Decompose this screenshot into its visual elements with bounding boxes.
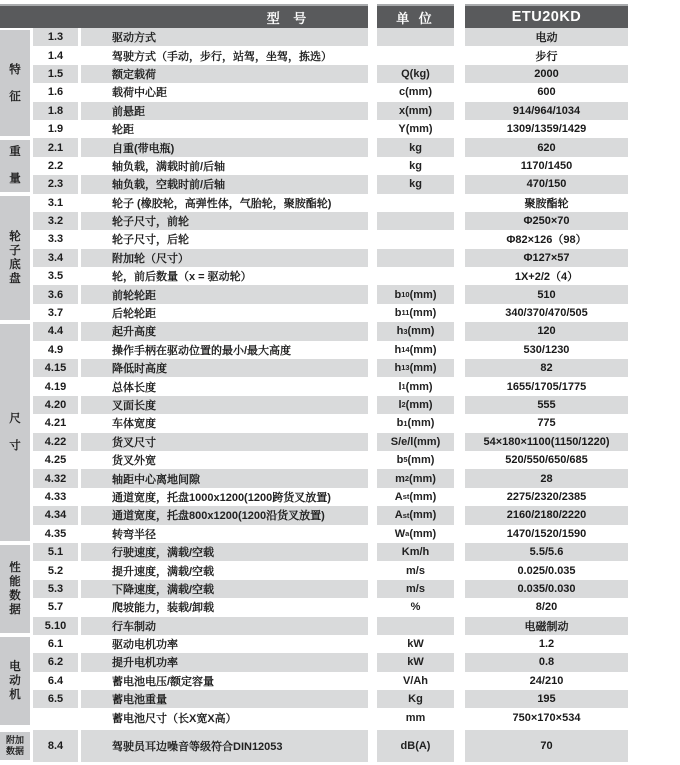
unit-cell: x(mm): [377, 102, 454, 120]
table-header: [0, 4, 680, 28]
value-cell: Φ82×126（98）: [506, 234, 587, 247]
unit-cell: [377, 267, 454, 285]
description-cell: 转弯半径: [112, 528, 156, 541]
unit-cell: h 3 (mm): [377, 322, 454, 340]
unit-cell: Kg: [377, 690, 454, 708]
unit-cell: Km/h: [377, 543, 454, 561]
value-cell: 1470/1520/1590: [506, 527, 587, 540]
description-cell: 轮，前后数量（x = 驱动轮）: [112, 271, 252, 284]
value-cell: 0.025/0.035: [517, 564, 576, 577]
row-number-cell: 4.32: [33, 469, 78, 487]
unit-cell: kW: [407, 638, 424, 651]
row-number-cell: 5.3: [33, 580, 78, 598]
description-cell: 蓄电池电压/额定容量: [112, 675, 215, 688]
value-cell: 2000: [465, 65, 628, 83]
row-number-cell: [33, 708, 78, 726]
description-cell: 货叉尺寸: [81, 433, 368, 451]
unit-cell: l 1 (mm): [398, 380, 433, 393]
spec-row: [0, 267, 680, 285]
row-number-cell: 5.7: [47, 601, 64, 614]
spec-row: [0, 730, 680, 762]
value-cell: 1309/1359/1429: [506, 123, 587, 136]
spec-row: [0, 304, 680, 322]
row-number-cell: 4.9: [47, 343, 64, 356]
spec-row: [0, 598, 680, 616]
description-cell: 提升电机功率: [81, 653, 368, 671]
description-cell: 轮子尺寸，前轮: [81, 212, 368, 230]
value-cell: 5.5/5.6: [465, 543, 628, 561]
row-number-cell: 1.3: [33, 28, 78, 46]
value-cell: 1X+2/2（4）: [514, 271, 579, 284]
spec-row: [0, 433, 680, 451]
value-cell: 70: [465, 730, 628, 762]
value-cell: Φ127×57: [465, 249, 628, 267]
description-cell: 轮距: [112, 124, 134, 137]
spec-row: [0, 102, 680, 120]
description-cell: 后轮轮距: [112, 308, 156, 321]
spec-row: [0, 120, 680, 138]
description-cell: 轮子尺寸，后轮: [112, 234, 189, 247]
row-number-cell: 4.35: [44, 527, 67, 540]
description-cell: 货叉外宽: [112, 455, 156, 468]
value-cell: 54×180×1100(1150/1220): [465, 433, 628, 451]
unit-cell: A st (mm): [377, 506, 454, 524]
value-cell: 1170/1450: [520, 159, 573, 172]
value-cell: 120: [465, 322, 628, 340]
description-cell: 行车制动: [81, 617, 368, 635]
description-cell: 起升高度: [81, 322, 368, 340]
row-number-cell: 5.2: [47, 564, 64, 577]
description-cell: 通道宽度，托盘800x1200(1200沿货叉放置): [81, 506, 368, 524]
unit-cell: [377, 28, 454, 46]
unit-cell: kg: [409, 159, 422, 172]
row-number-cell: 3.4: [33, 249, 78, 267]
value-cell: 340/370/470/505: [505, 307, 588, 320]
row-number-cell: 1.6: [47, 86, 64, 99]
value-cell: 620: [465, 138, 628, 156]
row-number-cell: 4.34: [33, 506, 78, 524]
spec-row: [0, 635, 680, 653]
spec-row: [0, 653, 680, 671]
unit-cell: l 2 (mm): [377, 396, 454, 414]
spec-row: [0, 249, 680, 267]
category-label: 附加 数据: [0, 732, 30, 760]
value-cell: 520/550/650/685: [505, 454, 588, 467]
value-cell: 775: [537, 417, 556, 430]
header-model-cell: 型 号: [0, 4, 368, 28]
value-cell: 750×170×534: [512, 711, 581, 724]
spec-row: [0, 83, 680, 101]
row-number-cell: 4.22: [33, 433, 78, 451]
unit-cell: m/s: [377, 580, 454, 598]
unit-cell: S/e/l(mm): [377, 433, 454, 451]
description-cell: 前悬距: [81, 102, 368, 120]
row-number-cell: 4.25: [44, 454, 67, 467]
unit-cell: V/Ah: [402, 674, 429, 687]
row-number-cell: 1.8: [33, 102, 78, 120]
category-label: 电 动 机: [0, 637, 30, 725]
description-cell: 驱动方式: [81, 28, 368, 46]
spec-row: [0, 194, 680, 212]
row-number-cell: 5.1: [33, 543, 78, 561]
unit-cell: kW: [377, 653, 454, 671]
row-number-cell: 3.1: [47, 196, 64, 209]
spec-row: [0, 525, 680, 543]
unit-cell: m/s: [406, 564, 425, 577]
value-cell: 步行: [535, 50, 558, 63]
spec-row: [0, 230, 680, 248]
row-number-cell: 1.9: [47, 123, 64, 136]
spec-row: [0, 212, 680, 230]
description-cell: 驱动电机功率: [112, 639, 178, 652]
spec-row: [0, 28, 680, 46]
value-cell: 0.8: [465, 653, 628, 671]
unit-cell: kg: [377, 175, 454, 193]
unit-cell: Y(mm): [398, 123, 433, 136]
row-number-cell: 2.2: [47, 159, 64, 172]
category-label: 性 能 数 据: [0, 545, 30, 633]
spec-row: [0, 506, 680, 524]
spec-row: [0, 708, 680, 726]
table-body: [0, 28, 680, 762]
unit-cell: [377, 230, 454, 248]
value-cell: 530/1230: [523, 343, 570, 356]
unit-cell: c(mm): [398, 86, 432, 99]
row-number-cell: 5.10: [33, 617, 78, 635]
unit-cell: A st (mm): [394, 490, 437, 503]
value-cell: 2160/2180/2220: [465, 506, 628, 524]
unit-cell: h 14 (mm): [394, 343, 437, 356]
unit-cell: [377, 249, 454, 267]
unit-cell: b 5 (mm): [396, 454, 435, 467]
value-cell: Φ250×70: [465, 212, 628, 230]
unit-cell: [377, 617, 454, 635]
spec-row: [0, 488, 680, 506]
spec-row: [0, 46, 680, 64]
header-unit-cell: 单 位: [377, 4, 454, 28]
spec-row: [0, 617, 680, 635]
description-cell: 载荷中心距: [112, 87, 167, 100]
description-cell: 自重(带电瓶): [81, 138, 368, 156]
value-cell: 510: [465, 285, 628, 303]
description-cell: 行驶速度，满载/空载: [81, 543, 368, 561]
value-cell: 电动: [465, 28, 628, 46]
spec-row: [0, 157, 680, 175]
unit-cell: %: [410, 601, 421, 614]
description-cell: 爬坡能力，装载/卸载: [112, 602, 215, 615]
value-cell: 1655/1705/1775: [506, 380, 587, 393]
description-cell: 叉面长度: [81, 396, 368, 414]
unit-cell: Q(kg): [377, 65, 454, 83]
spec-row: [0, 561, 680, 579]
row-number-cell: 1.4: [47, 49, 64, 62]
description-cell: 操作手柄在驱动位置的最小/最大高度: [112, 344, 292, 357]
row-number-cell: 2.3: [33, 175, 78, 193]
description-cell: 附加轮（尺寸）: [81, 249, 368, 267]
row-number-cell: 6.5: [33, 690, 78, 708]
unit-cell: kg: [377, 138, 454, 156]
category-label: 特 征: [0, 30, 30, 136]
description-cell: 总体长度: [112, 381, 156, 394]
unit-cell: b 10 (mm): [377, 285, 454, 303]
spec-row: [0, 414, 680, 432]
unit-cell: h 13 (mm): [377, 359, 454, 377]
row-number-cell: 3.2: [33, 212, 78, 230]
value-cell: 914/964/1034: [465, 102, 628, 120]
spec-row: [0, 469, 680, 487]
value-cell: 24/210: [529, 674, 564, 687]
unit-cell: [377, 194, 454, 212]
value-cell: 电磁制动: [465, 617, 628, 635]
unit-cell: mm: [405, 711, 426, 724]
value-cell: 600: [537, 86, 556, 99]
spec-row: [0, 690, 680, 708]
row-number-cell: 4.19: [44, 380, 67, 393]
value-cell: 2275/2320/2385: [506, 490, 587, 503]
value-cell: 82: [465, 359, 628, 377]
spec-row: [0, 396, 680, 414]
description-cell: 下降速度，满载/空载: [81, 580, 368, 598]
description-cell: 驾驶员耳边噪音等级符合DIN12053: [81, 730, 368, 762]
spec-row: [0, 377, 680, 395]
description-cell: 轴距中心离地间隙: [81, 469, 368, 487]
spec-row: [0, 285, 680, 303]
spec-row: [0, 359, 680, 377]
spec-row: [0, 341, 680, 359]
unit-cell: m 2 (mm): [377, 469, 454, 487]
value-cell: 470/150: [465, 175, 628, 193]
description-cell: 通道宽度，托盘1000x1200(1200跨货叉放置): [112, 491, 331, 504]
description-cell: 降低时高度: [81, 359, 368, 377]
spec-row: [0, 175, 680, 193]
value-cell: 1.2: [538, 638, 555, 651]
description-cell: 轴负载，空载时前/后轴: [81, 175, 368, 193]
row-number-cell: 4.4: [33, 322, 78, 340]
description-cell: 轴负载，满载时前/后轴: [112, 160, 226, 173]
row-number-cell: 3.7: [47, 307, 64, 320]
row-number-cell: 6.1: [47, 638, 64, 651]
unit-cell: [377, 212, 454, 230]
description-cell: 额定载荷: [81, 65, 368, 83]
description-cell: 轮子 (橡胶轮，高弹性体，气胎轮，聚胺酯轮): [112, 197, 332, 210]
value-cell: 195: [465, 690, 628, 708]
value-cell: 0.035/0.030: [465, 580, 628, 598]
description-cell: 前轮轮距: [81, 285, 368, 303]
unit-cell: dB(A): [377, 730, 454, 762]
category-label: 重 量: [0, 140, 30, 191]
spec-row: [0, 322, 680, 340]
unit-cell: b 1 (mm): [396, 417, 435, 430]
unit-cell: b 11 (mm): [394, 307, 437, 320]
row-number-cell: 4.15: [33, 359, 78, 377]
row-number-cell: 8.4: [33, 730, 78, 762]
row-number-cell: 1.5: [33, 65, 78, 83]
row-number-cell: 2.1: [33, 138, 78, 156]
row-number-cell: 6.2: [33, 653, 78, 671]
description-cell: 车体宽度: [112, 418, 156, 431]
value-cell: 555: [465, 396, 628, 414]
spec-row: [0, 65, 680, 83]
row-number-cell: 6.4: [47, 674, 64, 687]
category-label: 尺 寸: [0, 324, 30, 541]
spec-row: [0, 672, 680, 690]
description-cell: 驾驶方式（手动，步行，站驾，坐驾，拣选）: [112, 50, 332, 63]
description-cell: 蓄电池重量: [81, 690, 368, 708]
row-number-cell: 3.5: [47, 270, 64, 283]
description-cell: 提升速度，满载/空载: [112, 565, 215, 578]
category-label: 轮 子 底 盘: [0, 196, 30, 321]
value-cell: 聚胺酯轮: [524, 197, 569, 210]
value-cell: 8/20: [535, 601, 558, 614]
row-number-cell: 4.33: [44, 490, 67, 503]
row-number-cell: 4.21: [44, 417, 67, 430]
row-number-cell: 3.6: [33, 285, 78, 303]
row-number-cell: 3.3: [47, 233, 64, 246]
row-number-cell: 4.20: [33, 396, 78, 414]
spec-row: [0, 580, 680, 598]
unit-cell: [377, 46, 454, 64]
spec-row: [0, 451, 680, 469]
description-cell: 蓄电池尺寸（长X宽X高）: [112, 712, 237, 725]
spec-row: [0, 543, 680, 561]
value-cell: 28: [465, 469, 628, 487]
header-value-cell: ETU20KD: [465, 4, 628, 28]
spec-row: [0, 138, 680, 156]
unit-cell: W a (mm): [394, 527, 437, 540]
